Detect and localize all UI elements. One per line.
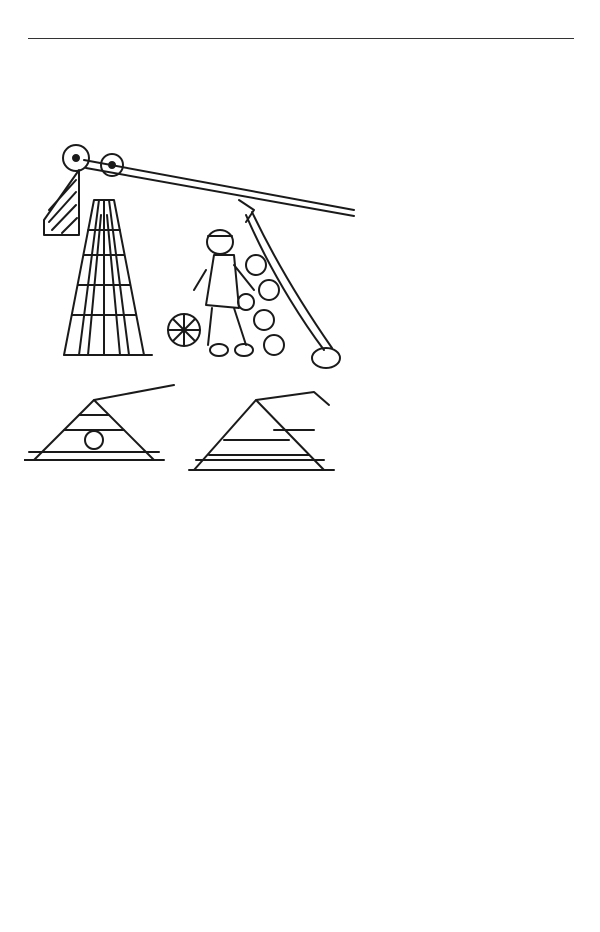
counterweight xyxy=(44,170,79,235)
operator-figure xyxy=(194,230,254,356)
sling-pouch xyxy=(312,348,340,368)
tower-structure xyxy=(64,200,152,355)
lower-engine-left xyxy=(24,385,174,460)
lower-engine-right xyxy=(189,392,334,470)
throwing-arm xyxy=(84,160,354,216)
trebuchet-illustration xyxy=(24,130,362,508)
running-header xyxy=(28,16,574,39)
